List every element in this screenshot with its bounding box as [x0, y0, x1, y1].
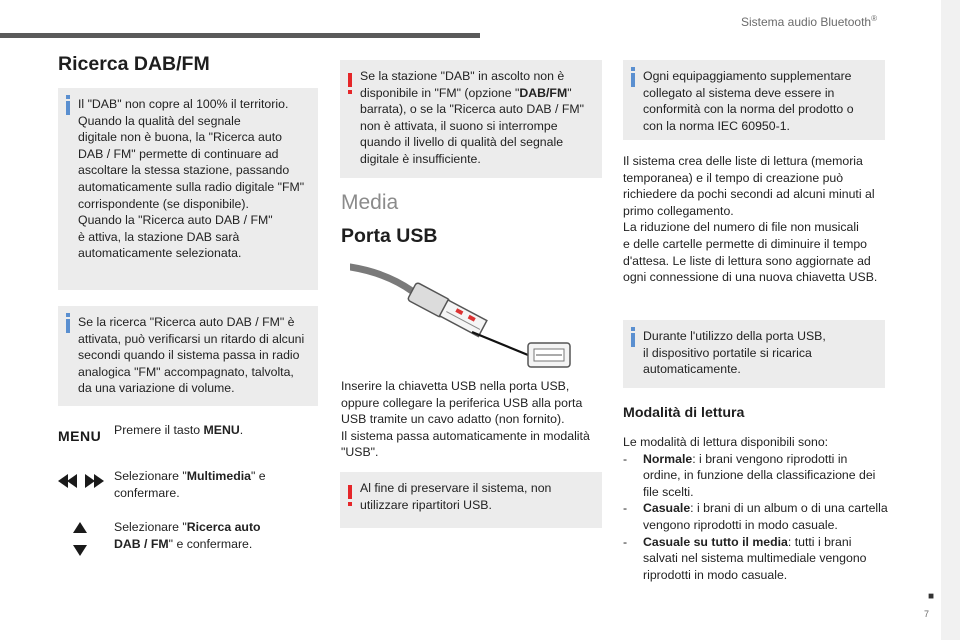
list-item [623, 500, 888, 533]
play-modes-intro: Le modalità di lettura disponibili sono: [623, 435, 829, 449]
warning-box-text [360, 68, 594, 168]
step-text: Premere il tasto [114, 423, 204, 437]
left-right-arrows-icon [58, 474, 104, 488]
list-dash: - [623, 451, 628, 466]
info-icon [631, 73, 635, 87]
warning-text: " barrata), o se la "Ricerca auto DAB / FM" non è attivata, il suono si interrompe quando il livello di qualità del segnale digitale è insufficiente. [360, 85, 585, 166]
warning-box-usb-hub [340, 472, 602, 528]
section-title [741, 11, 877, 31]
header-rule [0, 33, 480, 38]
up-down-arrows-icon [73, 522, 87, 556]
info-box-delay [58, 306, 318, 406]
heading-ricerca-dab-fm: Ricerca DAB/FM [58, 53, 210, 75]
usb-plug-icon [350, 257, 580, 372]
mode-description: : i brani di un album o di una cartella vengono riprodotti in modo casuale. [643, 501, 888, 532]
page-number: 7 [924, 609, 930, 619]
info-box-dab-coverage [58, 88, 318, 290]
mode-name: Normale [643, 451, 693, 466]
list-item [623, 451, 888, 501]
mode-name: Casuale su tutto il media [643, 534, 788, 549]
warning-option: DAB/FM [519, 85, 568, 100]
mode-name: Casuale [643, 501, 691, 516]
step-key: MENU [203, 423, 240, 437]
warning-text: Se la stazione "DAB" in ascolto non è disponibile in "FM" (opzione " [360, 69, 565, 100]
info-box-text: Se la ricerca "Ricerca auto DAB / FM" è attivata, può verificarsi un ritardo di alcuni secondi quando il sistema passa in radio analogica "FM" accompagnato, talvolta, da una variazione di volume. [78, 315, 305, 396]
step-select-ricerca-auto [114, 519, 314, 552]
step-option: Multimedia [186, 469, 251, 483]
step-option: Ricerca auto DAB / FM [114, 520, 261, 551]
heading-media: Media [341, 191, 399, 214]
mode-description: : tutti i brani salvati nel sistema multimediale vengono riprodotti in modo casuale. [643, 534, 867, 582]
section-title-text: Sistema audio Bluetooth [741, 15, 872, 29]
info-icon [66, 101, 70, 115]
warning-icon [348, 485, 352, 499]
step-text: . [239, 423, 244, 437]
info-box-iec-norm [623, 60, 885, 140]
page-end-mark: ■ [928, 591, 935, 602]
step-text: Selezionare " [114, 469, 187, 483]
heading-porta-usb: Porta USB [341, 225, 438, 247]
warning-box-text: Al fine di preservare il sistema, non utilizzare ripartitori USB. [360, 481, 552, 512]
info-box-text: Ogni equipaggiamento supplementare collegato al sistema deve essere in conformità con la norma del prodotto o con la norma IEC 60950-1. [643, 69, 854, 133]
info-icon [631, 333, 635, 347]
step-text: " e confermare. [114, 469, 266, 500]
registered-mark: ® [871, 14, 877, 23]
step-select-multimedia [114, 468, 314, 501]
warning-icon [348, 73, 352, 87]
info-box-text: Durante l'utilizzo della porta USB, il dispositivo portatile si ricarica automaticamente. [643, 329, 826, 377]
play-modes-list [623, 434, 888, 583]
page-side-strip [941, 0, 960, 640]
usb-port-icon [528, 343, 570, 367]
usb-instructions: Inserire la chiavetta USB nella porta USB, oppure collegare la periferica USB alla porta USB tramite un cavo adatto (non fornito). Il sistema passa automaticamente in modalità "USB". [341, 379, 590, 460]
list-dash: - [623, 534, 628, 549]
step-press-menu [114, 422, 314, 439]
list-item [623, 534, 888, 584]
info-box-charging [623, 320, 885, 388]
step-text: Selezionare " [114, 520, 187, 534]
list-dash: - [623, 501, 628, 516]
playlist-paragraph: Il sistema crea delle liste di lettura (memoria temporanea) e il tempo di creazione può richiedere da pochi secondi ad alcuni minuti al primo collegamento. La riduzione del numero di file non musicali e delle cartelle permette di diminuire il tempo d'attesa. Le liste di lettura sono aggiornate ad ogni connessione di una nuova chiavetta USB. [623, 154, 878, 285]
step-text: " e confermare. [168, 536, 253, 551]
mode-description: : i brani vengono riprodotti in ordine, in funzione della classificazione dei file scelti. [643, 451, 876, 499]
warning-box-dab-unavailable [340, 60, 602, 178]
heading-modalita-lettura: Modalità di lettura [623, 405, 745, 421]
info-box-text: Il "DAB" non copre al 100% il territorio. Quando la qualità del segnale digitale non è buona, la "Ricerca auto DAB / FM" permette di continuare ad ascoltare la stessa stazione, passando automaticamente sulla radio digitale "FM" corrispondente (se disponibile). Quando la "Ricerca auto DAB / FM" è attiva, la stazione DAB sarà automaticamente selezionata. [78, 97, 305, 261]
menu-button-icon: MENU [58, 428, 102, 444]
info-icon [66, 319, 70, 333]
